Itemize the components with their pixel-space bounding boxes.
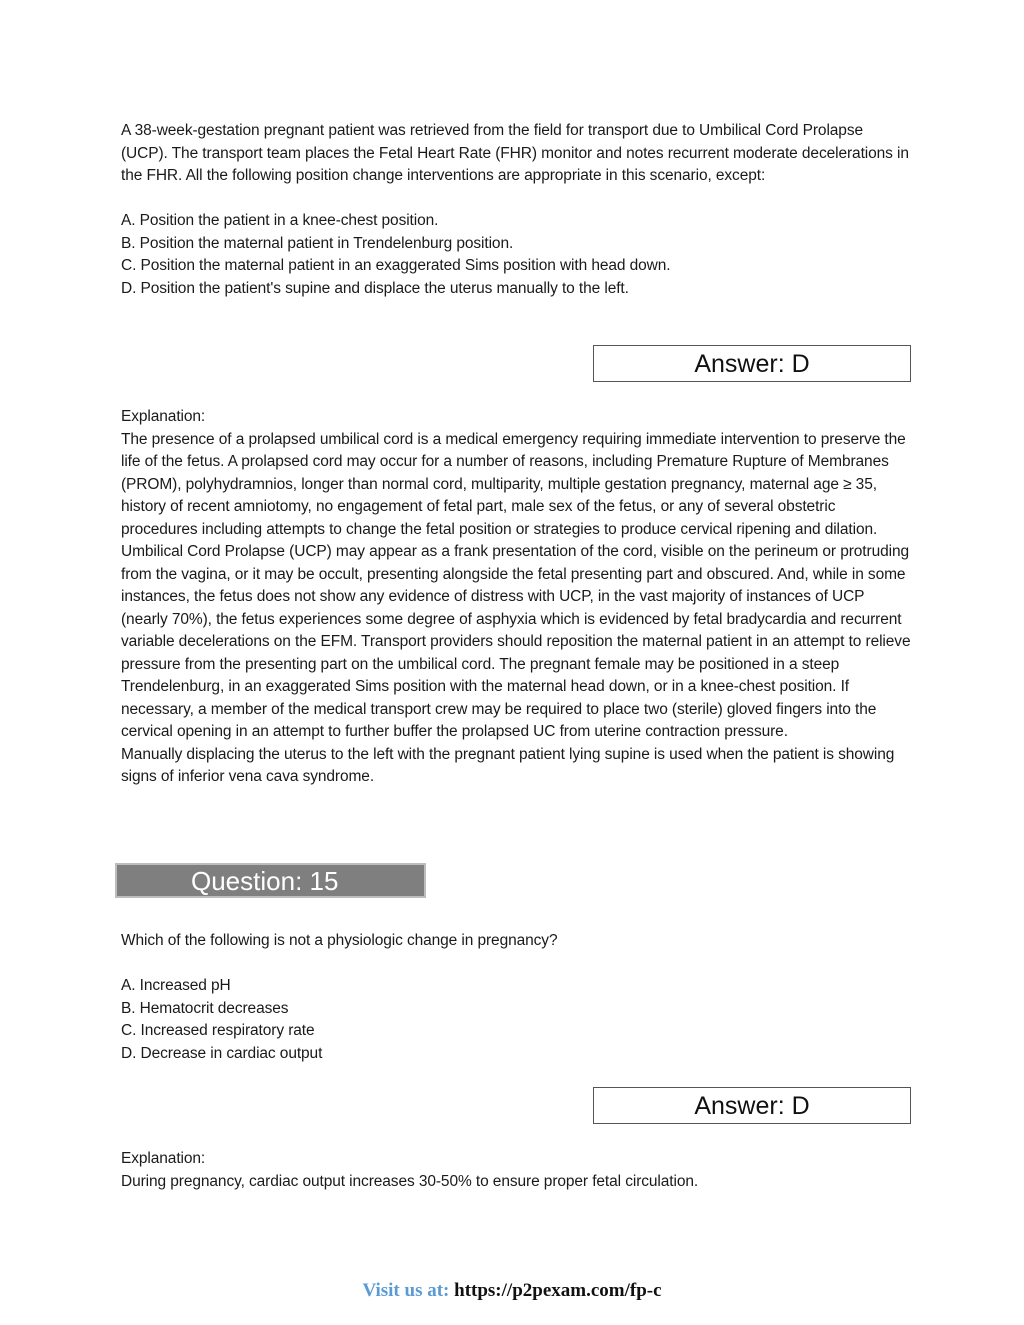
q14-answer-box: Answer: D (593, 345, 911, 382)
q14-explanation-paragraph-2: Umbilical Cord Prolapse (UCP) may appear as a frank presentation of the cord, visible on the perineum or protruding from the vagina, or it may be occult, presenting alongside the fetal presenting part and obscured. And, while in some instances, the fetus does not show any evidence of distress with UCP, in the vast majority of instances of UCP (nearly 70%), the fetus experiences some degree of asphyxia which is evidenced by fetal bradycardia and recurrent variable decelerations on the EFM. Transport providers should reposition the maternal patient in an attempt to relieve pressure from the presenting part on the umbilical cord. The pregnant female may be positioned in a steep Trendelenburg, in an exaggerated Sims position with the maternal head down, or in a knee-chest position. If necessary, a member of the medical transport crew may be required to place two (sterile) gloved fingers into the cervical opening in an attempt to further buffer the prolapsed UC from uterine contraction pressure. (121, 543, 911, 740)
q15-explanation-label: Explanation: (121, 1150, 206, 1167)
footer (0, 1280, 1024, 1302)
q14-explanation-label: Explanation: (121, 408, 206, 425)
q14-stem: A 38-week-gestation pregnant patient was retrieved from the field for transport due to Umbilical Cord Prolapse (UCP). The transport team places the Fetal Heart Rate (FHR) monitor and notes recurrent moderate decelerations in the FHR. All the following position change interventions are appropriate in this scenario, except: (121, 122, 909, 184)
question-15-banner: Question: 15 (115, 863, 426, 898)
footer-url-link[interactable]: https://p2pexam.com/fp-c (454, 1280, 662, 1301)
footer-visit-label: Visit us at: (362, 1280, 450, 1301)
q14-option-b: B. Position the maternal patient in Trendelenburg position. (121, 234, 514, 252)
q14-option-c: C. Position the maternal patient in an exaggerated Sims position with head down. (121, 257, 671, 274)
q15-answer-box: Answer: D (593, 1087, 911, 1124)
q15-option-d: D. Decrease in cardiac output (121, 1044, 323, 1062)
q15-option-c: C. Increased respiratory rate (121, 1022, 315, 1039)
q15-question-block (121, 930, 911, 1065)
q15-option-a: A. Increased pH (121, 977, 231, 994)
q15-option-b: B. Hematocrit decreases (121, 999, 289, 1017)
q14-question-block (121, 120, 911, 300)
q14-option-d: D. Position the patient's supine and displace the uterus manually to the left. (121, 279, 629, 297)
q14-explanation-paragraph-3: Manually displacing the uterus to the left with the pregnant patient lying supine is used when the patient is showing signs of inferior vena cava syndrome. (121, 745, 895, 785)
q15-explanation-text: During pregnancy, cardiac output increases 30-50% to ensure proper fetal circulation. (121, 1172, 699, 1190)
q15-stem: Which of the following is not a physiologic change in pregnancy? (121, 932, 558, 949)
q14-explanation-paragraph-1: The presence of a prolapsed umbilical cord is a medical emergency requiring immediate intervention to preserve the life of the fetus. A prolapsed cord may occur for a number of reasons, including Premature Rupture of Membranes (PROM), polyhydramnios, longer than normal cord, multiparity, multiple gestation pregnancy, maternal age ≥ 35, history of recent amniotomy, no engagement of fetal part, male sex of the fetus, or any of several obstetric procedures including attempts to change the fetal position or strategies to produce cervical ripening and dilation. (121, 430, 906, 538)
q15-explanation-block (121, 1148, 911, 1193)
q14-option-a: A. Position the patient in a knee-chest position. (121, 212, 439, 229)
q14-explanation-block (121, 406, 911, 789)
